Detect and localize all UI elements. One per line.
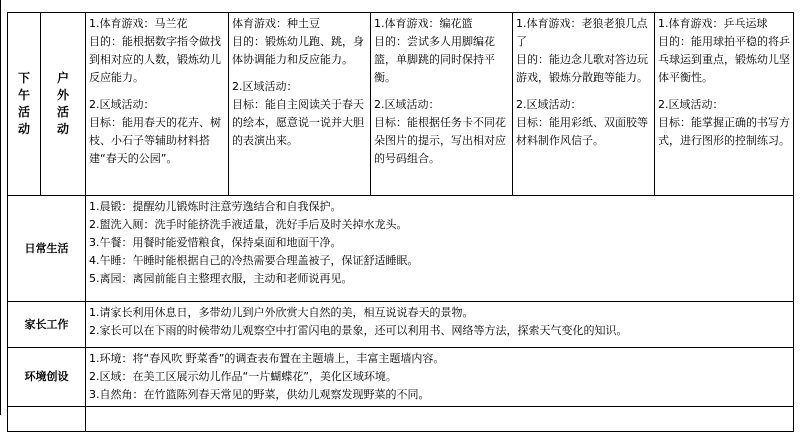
daily-item: 2.盥洗入厕：洗手时能挤洗手液适量，洗好手后及时关掉水龙头。 [89, 218, 408, 231]
environment-row [8, 348, 794, 407]
activity-cell-4 [513, 13, 655, 196]
activity-cell-1 [86, 13, 229, 196]
game-title: 1.体育游戏：马兰花 [89, 17, 188, 30]
game-title: 体育游戏：种土豆 [232, 17, 320, 30]
daily-item: 4.午睡：午睡时能根据自己的冷热需要合理盖被子，保证舒适睡眠。 [89, 254, 419, 267]
weekly-plan-table [7, 12, 794, 432]
daily-item: 3.午餐：用餐时能爱惜粮食，保持桌面和地面干净。 [89, 236, 342, 249]
area-activity-title: 2.区域活动： [374, 98, 440, 111]
game-title: 1.体育游戏：乒乓运球 [658, 17, 768, 30]
area-activity-goal: 目标：能用彩纸、双面胶等材料制作风信子。 [516, 116, 648, 147]
area-activity-goal: 目标：能用春天的花卉、树枝、小石子等辅助材料搭建“春天的公园”。 [89, 116, 221, 165]
outdoor-subheader [41, 13, 86, 196]
afternoon-row-header [8, 13, 41, 196]
area-activity-title: 2.区域活动： [516, 98, 582, 111]
game-goal: 目的：能根据数字指令做找到相对应的人数，锻炼幼儿反应能力。 [89, 35, 221, 84]
cutoff-cell-right [86, 407, 794, 432]
afternoon-activity-row [8, 13, 794, 196]
daily-life-content [86, 196, 794, 302]
environment-item: 1.环境：将“春风吹 野菜香”的调查表布置在主题墙上，丰富主题墙内容。 [89, 352, 445, 365]
environment-header [8, 348, 86, 407]
daily-life-header [8, 196, 86, 302]
area-activity-goal: 目标：能掌握正确的书写方式，进行图形的控制练习。 [658, 116, 790, 147]
game-goal: 目的：能用球拍平稳的将乒乓球运到重点，锻炼幼儿坚体平衡性。 [658, 35, 790, 84]
parent-work-item: 1.请家长利用休息日，多带幼儿到户外欣赏大自然的美，相互说说春天的景物。 [89, 306, 474, 319]
daily-item: 5.离园：离园前能自主整理衣服，主动和老师说再见。 [89, 272, 353, 285]
area-activity-title: 2.区域活动： [232, 80, 298, 93]
outdoor-label: 户外活动 [56, 70, 69, 136]
environment-item: 3.自然角：在竹篮陈列春天常见的野菜，供幼儿观察发现野菜的不同。 [89, 388, 430, 401]
daily-life-label: 日常生活 [24, 241, 69, 255]
area-activity-goal: 目标：能根据任务卡不同花朵图片的提示，写出相对应的号码组合。 [374, 116, 506, 165]
game-goal: 目的：能边念儿歌对答边玩游戏，锻炼分散跑等能力。 [516, 53, 648, 84]
activity-cell-3 [371, 13, 513, 196]
activity-cell-5 [655, 13, 794, 196]
parent-work-header [8, 302, 86, 348]
daily-life-row [8, 196, 794, 302]
parent-work-content [86, 302, 794, 348]
parent-work-item: 2.家长可以在下雨的时候带幼儿观察空中打雷闪电的景象，还可以利用书、网络等方法，探索天气变化的知识。 [89, 324, 628, 337]
area-activity-title: 2.区域活动： [89, 98, 155, 111]
cutoff-row [8, 407, 794, 432]
parent-work-row [8, 302, 794, 348]
environment-content [86, 348, 794, 407]
parent-work-label: 家长工作 [24, 317, 69, 331]
area-activity-goal: 目标：能自主阅读关于春天的绘本，愿意说一说并大胆的表演出来。 [232, 98, 364, 147]
environment-label: 环境创设 [24, 370, 69, 383]
game-title: 1.体育游戏：老狼老狼几点了 [516, 17, 648, 48]
game-title: 1.体育游戏：编花篮 [374, 17, 473, 30]
afternoon-label: 下午活动 [17, 70, 30, 136]
environment-item: 2.区域：在美工区展示幼儿作品“一片蝴蝶花”，美化区域环境。 [89, 370, 397, 383]
game-goal: 目的：锻炼幼儿跑、跳，身体协调能力和反应能力。 [232, 35, 364, 66]
game-goal: 目的：尝试多人用脚编花篮，单脚跳的同时保持平衡。 [374, 35, 495, 84]
daily-item: 1.晨锻：提醒幼儿锻炼时注意劳逸结合和自我保护。 [89, 200, 342, 213]
page-left-border [0, 0, 1, 415]
cutoff-cell-left [8, 407, 86, 432]
area-activity-title: 2.区域活动： [658, 98, 724, 111]
activity-cell-2 [229, 13, 371, 196]
